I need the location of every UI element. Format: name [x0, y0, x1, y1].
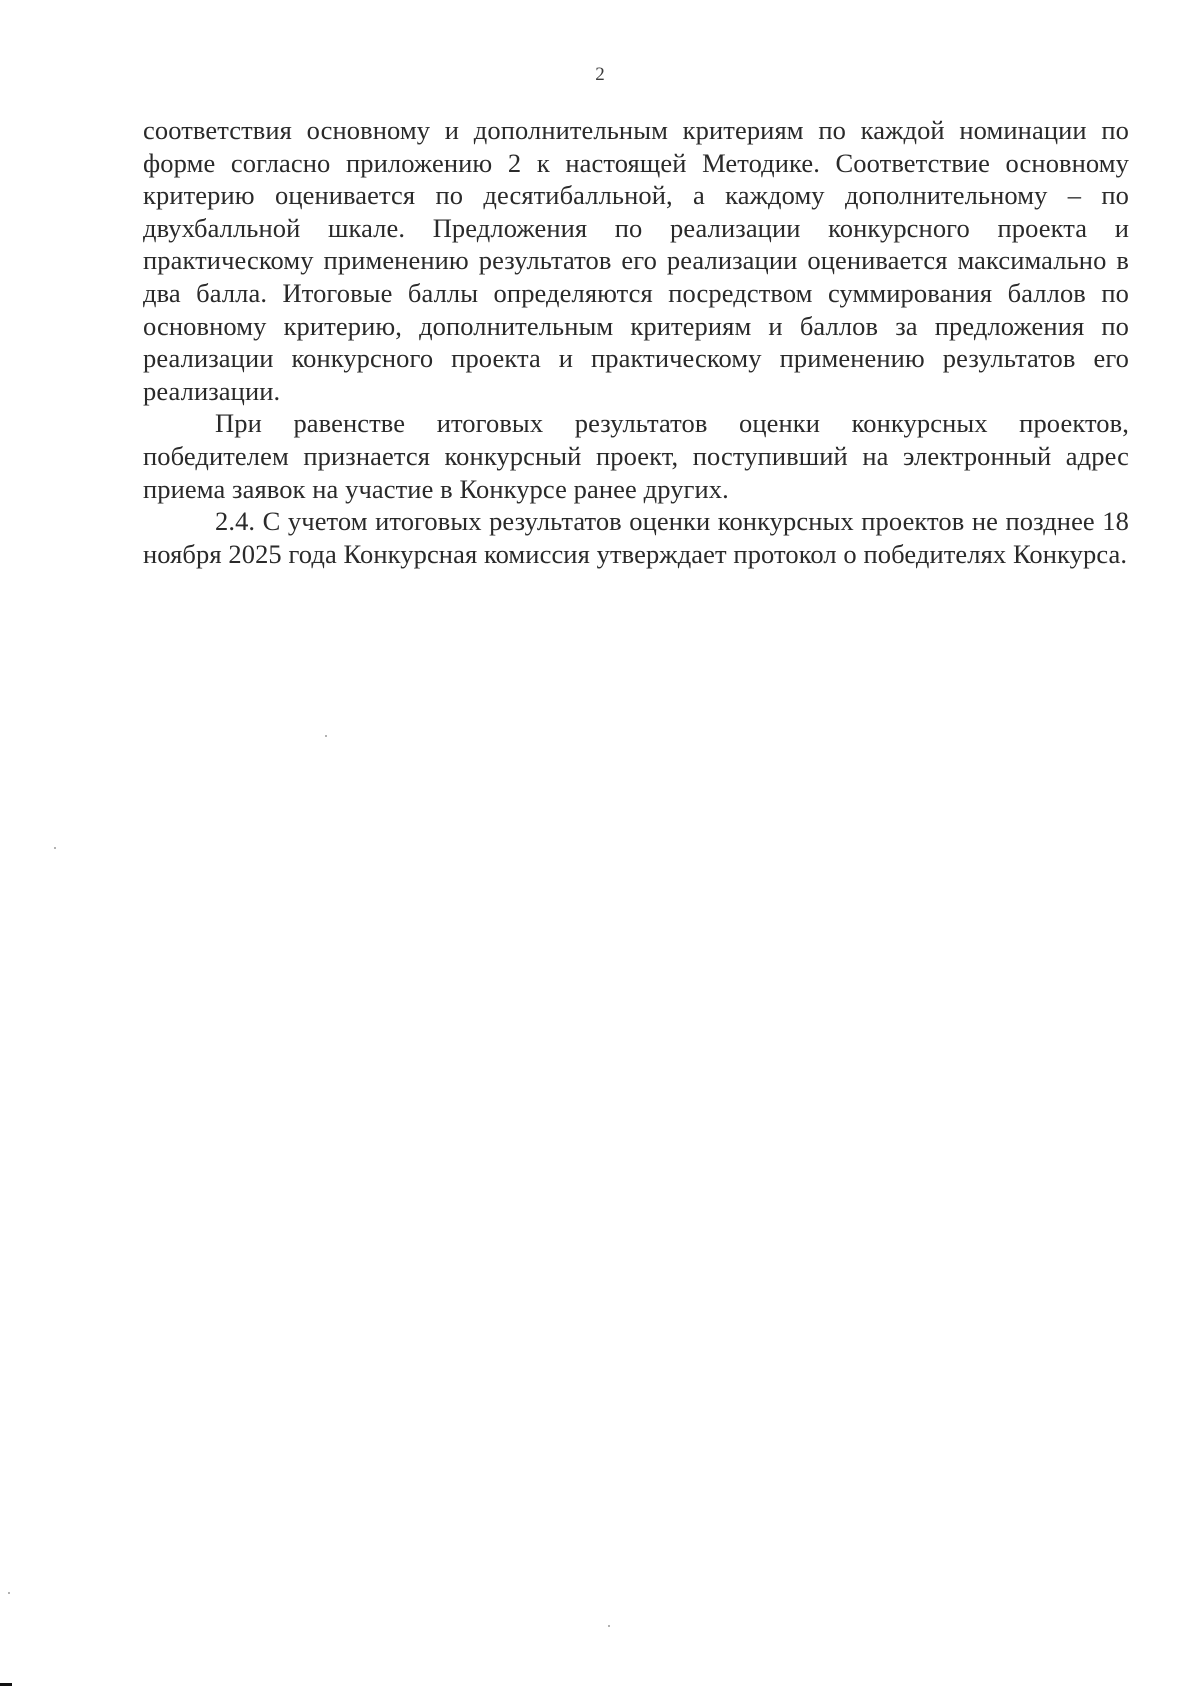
paragraph-tie-rule: При равенстве итоговых результатов оценки конкурсных проектов, победителем признается конкурсный проект, поступивший на электронный адрес приема заявок на участие в Конкурсе ранее других.: [143, 408, 1129, 504]
scan-margin-mark: [0, 1683, 12, 1686]
page-number: 2: [595, 64, 605, 85]
scan-speck: [325, 735, 327, 737]
document-body: [143, 114, 1129, 570]
scan-speck: [8, 1592, 10, 1594]
paragraph-protocol-approval: 2.4. С учетом итоговых результатов оценки конкурсных проектов не позднее 18 ноября 2025 года Конкурсная комиссия утверждает протокол о победителях Конкурса.: [143, 506, 1129, 569]
paragraph-evaluation-criteria: соответствия основному и дополнительным критериям по каждой номинации по форме согласно приложению 2 к настоящей Методике. Соответствие основному критерию оценивается по десятибалльной, а каждому дополнительному – по двухбалльной шкале. Предложения по реализации конкурсного проекта и практическому применению результатов его реализации оценивается максимально в два балла. Итоговые баллы определяются посредством суммирования баллов по основному критерию, дополнительным критериям и баллов за предложения по реализации конкурсного проекта и практическому применению результатов его реализации.: [143, 115, 1129, 406]
scan-speck: [608, 1625, 610, 1627]
scan-speck: [54, 847, 56, 849]
